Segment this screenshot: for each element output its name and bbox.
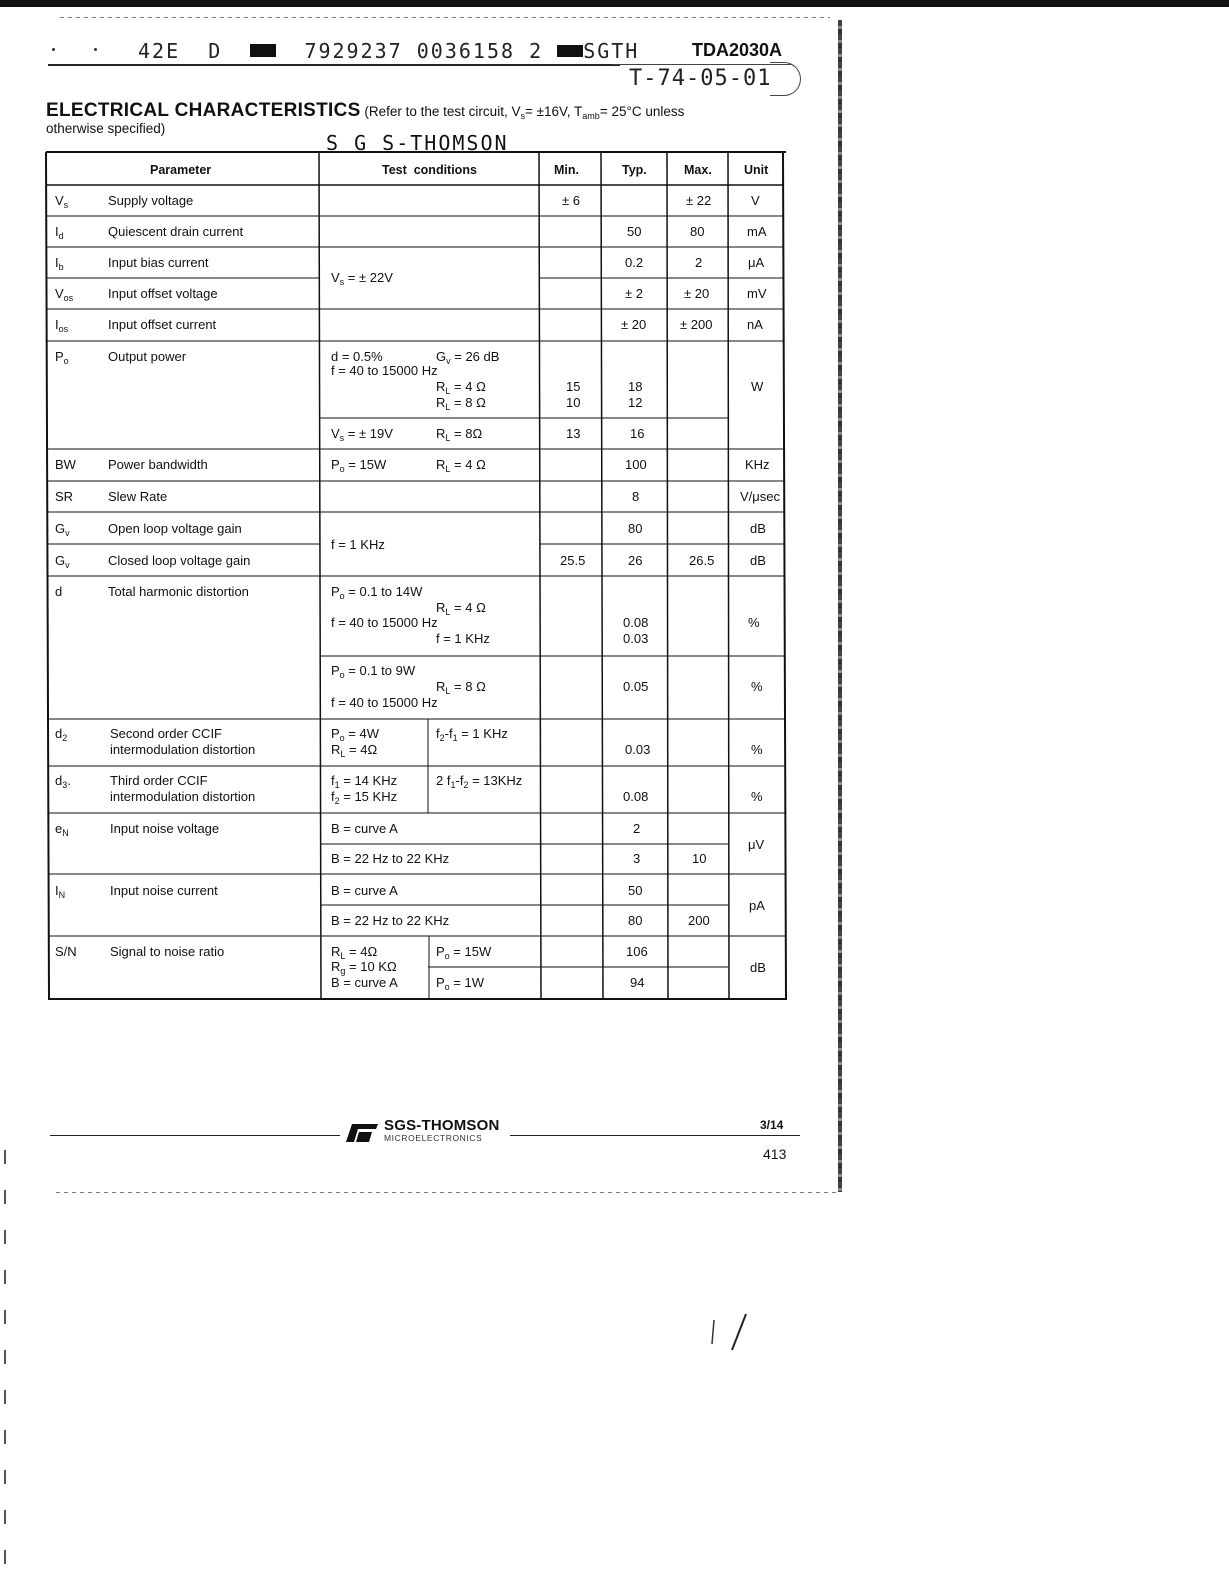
typed-stamp: S G S-THOMSON (326, 131, 509, 155)
table-cell-p-vs: Supply voltage (108, 193, 194, 208)
table-cell-cond-d2: $R_L = 4$ Ω (436, 600, 486, 617)
table-cell-u-bw: KHz (745, 457, 770, 472)
table-cell-cond-sn5: $P_o = 1W$ (436, 975, 485, 992)
table-cell-cond-po3: $R_L = 4$ Ω (436, 379, 486, 396)
table-cell-sym-po: $P_o$ (55, 349, 69, 366)
table-cell-max-id: 80 (690, 224, 705, 239)
table-cell-max-vos: ± 20 (684, 286, 710, 301)
redaction-block (557, 45, 583, 57)
table-cell-u-d2b: % (751, 742, 763, 757)
table-cell-sym-ios: $I_{os}$ (55, 317, 69, 334)
table-cell-typ-po3: 16 (630, 426, 645, 441)
table-cell-cond-po4: $R_L = 8$ Ω (436, 395, 486, 412)
table-cell-typ-sr: 8 (632, 489, 640, 504)
table-cell-typ-po: 18 12 (628, 379, 643, 410)
table-cell-p-sr: Slew Rate (108, 489, 168, 504)
table-cell-u-sr: V/μsec (740, 489, 781, 504)
table-cell-typ-gv2: 26 (628, 553, 643, 568)
header-code-c: SGTH (583, 39, 640, 63)
table-cell-cond-vs22: $V_s$ = ± 22V (331, 270, 393, 287)
table-cell-cond-gv: f = 1 KHz (331, 537, 385, 552)
table-cell-u-ib: μA (748, 255, 765, 270)
table-cell-typ-sn1: 106 (626, 944, 648, 959)
t-code: T-74-05-01 (629, 66, 772, 91)
table-cell-typ-id: 50 (627, 224, 642, 239)
header-dot (52, 48, 55, 51)
table-cell-u-id: mA (747, 224, 767, 239)
table-cell-max-ib: 2 (695, 255, 703, 270)
table-cell-cond-d3: f = 40 to 15000 Hz (331, 615, 438, 630)
table-cell-typ-d2: 0.05 (623, 679, 649, 694)
table-cell-cond-sn4: B = curve A (331, 975, 398, 990)
table-cell-p-d: Total harmonic distortion (108, 584, 249, 599)
table-cell-u-ios: nA (747, 317, 763, 332)
table-cell-cond-d7: f = 40 to 15000 Hz (331, 695, 438, 710)
scan-top-border (0, 0, 1229, 7)
table-cell-typ-d2b: 0.03 (625, 742, 651, 757)
table-cell-cond-po1b: $G_v = 26$ dB (436, 349, 500, 366)
table-cell-typ-gv1: 80 (628, 521, 643, 536)
table-cell-typ-bw: 100 (625, 457, 647, 472)
table-cell-cond-en1: B = curve A (331, 821, 398, 836)
page-reference: 3/14 (760, 1118, 784, 1132)
table-cell-u-gv1: dB (750, 521, 766, 536)
table-cell-sym-ib: $I_b$ (55, 255, 64, 272)
col-header-min: Min. (554, 163, 579, 177)
table-cell-min-po3: 13 (566, 426, 581, 441)
header-code (138, 39, 639, 63)
table-cell-min-vs: ± 6 (562, 193, 580, 208)
table-cell-cond-sn3: $R_g = 10$ KΩ (331, 959, 397, 976)
table-cell-cond-d3a: $f_1 = 14$ KHz $f_2 = 15$ KHz (331, 773, 398, 806)
table-cell-min-po: 15 10 (566, 379, 581, 410)
col-header-max: Max. (684, 163, 712, 177)
table-cell-max-gv2: 26.5 (689, 553, 715, 568)
redaction-block (250, 44, 276, 57)
table-cell-cond-d5: $P_o = 0.1$ to 9W (331, 663, 416, 680)
table-cell-p-en: Input noise voltage (110, 821, 220, 836)
table-cell-p-d3: Third order CCIF intermodulation distortion (110, 773, 256, 804)
col-header-unit: Unit (744, 163, 769, 177)
scan-right-edge (838, 20, 842, 1192)
col-header-test-conditions: Test conditions (382, 163, 477, 177)
table-cell-min-gv2: 25.5 (560, 553, 586, 568)
st-logo-icon (344, 1120, 380, 1144)
table-cell-u-gv2: dB (750, 553, 766, 568)
table-cell-sym-en: $e_N$ (55, 821, 69, 838)
table-cell-max-vs: ± 22 (686, 193, 712, 208)
table-cell-typ-d: 0.08 0.03 (623, 615, 649, 646)
table-cell-sym-gv2: $G_v$ (55, 553, 70, 570)
table-cell-cond-d3b: 2 $f_1-f_2 = 13KHz$ (436, 773, 523, 790)
header-dot (94, 48, 97, 51)
table-cell-p-in: Input noise current (110, 883, 218, 898)
table-cell-p-gv1: Open loop voltage gain (108, 521, 242, 536)
table-cell-typ-vos: ± 2 (625, 286, 643, 301)
table-cell-cond-d2b: $f_2-f_1 = 1$ KHz (436, 726, 508, 743)
table-cell-cond-in2: B = 22 Hz to 22 KHz (331, 913, 450, 928)
title-note-sub: s (520, 111, 525, 121)
scan-dash-top (60, 17, 830, 18)
table-cell-p-po: Output power (108, 349, 187, 364)
table-cell-p-vos: Input offset voltage (108, 286, 218, 301)
table-cell-max-in2: 200 (688, 913, 710, 928)
table-cell-sym-vs: $V_s$ (55, 193, 69, 210)
table-cell-cond-sn1: $R_L = 4\Omega$ (331, 944, 378, 961)
table-cell-cond-en2: B = 22 Hz to 22 KHz (331, 851, 450, 866)
table-cell-u-d: % (748, 615, 760, 630)
pen-mark (710, 1310, 760, 1360)
table-cell-sym-bw: BW (55, 457, 76, 472)
title-note: (Refer to the test circuit, V (364, 104, 521, 119)
table-cell-sym-sr: SR (55, 489, 74, 504)
table-cell-typ-in1: 50 (628, 883, 643, 898)
header-rule (612, 64, 792, 65)
scan-left-edge (4, 1150, 6, 1584)
table-cell-u-d2: % (751, 679, 763, 694)
table-cell-cond-po1: d = 0.5% (331, 349, 383, 364)
table-cell-u-sn: dB (750, 960, 766, 975)
footer-rule-left (50, 1135, 340, 1136)
table-cell-sym-sn: S/N (55, 944, 77, 959)
table-cell-cond-d1: $P_o = 0.1$ to 14W (331, 584, 423, 601)
title-note: otherwise specified) (46, 121, 166, 136)
t-code-bracket (770, 62, 801, 96)
scan-dash-bottom (56, 1192, 836, 1193)
table-cell-cond-in1: B = curve A (331, 883, 398, 898)
table-cell-p-id: Quiescent drain current (108, 224, 244, 239)
table-cell-typ-in2: 80 (628, 913, 643, 928)
table-cell-p-sn: Signal to noise ratio (110, 944, 225, 959)
logo-brand: SGS-THOMSON (384, 1117, 500, 1134)
table-cell-max-ios: ± 200 (680, 317, 713, 332)
table-cell-sym-id: $I_d$ (55, 224, 64, 241)
title-note: = ±16V, T (524, 104, 583, 119)
title-note: = 25°C unless (599, 104, 685, 119)
table-cell-sym-d3: $d_3$. (55, 773, 71, 790)
table-cell-sym-vos: $V_{os}$ (55, 286, 74, 303)
table-cell-u-en: μV (748, 837, 765, 852)
table-cell-p-bw: Power bandwidth (108, 457, 208, 472)
page-number: 413 (763, 1146, 787, 1162)
table-cell-sym-d2: $d_2$ (55, 726, 68, 743)
table-cell-typ-ib: 0.2 (625, 255, 644, 270)
table-cell-typ-en1: 2 (633, 821, 641, 836)
table-cell-u-po: W (751, 379, 764, 394)
table-cell-typ-sn2: 94 (630, 975, 645, 990)
sgs-thomson-logo (340, 1117, 510, 1147)
table-cell-u-d3: % (751, 789, 763, 804)
col-header-parameter: Parameter (150, 163, 212, 177)
table-cell-cond-po6: $R_L = 8\Omega$ (436, 426, 483, 443)
table-cell-cond-d2a: $P_o = 4W$ $R_L = 4\Omega$ (331, 726, 380, 759)
header-code-a: 42E D (138, 39, 223, 63)
table-cell-u-vos: mV (747, 286, 767, 301)
table-cell-typ-ios: ± 20 (621, 317, 647, 332)
table-cell-cond-d6: $R_L = 8$ Ω (436, 679, 486, 696)
col-header-typ: Typ. (622, 163, 647, 177)
table-cell-p-ib: Input bias current (108, 255, 209, 270)
part-number: TDA2030A (692, 40, 783, 60)
table-cell-max-en2: 10 (692, 851, 707, 866)
header-rule (48, 64, 620, 66)
table-cell-u-in: pA (749, 898, 765, 913)
table-cell-cond-bw: $P_o = 15W$ (331, 457, 387, 474)
table-cell-cond-d4: f = 1 KHz (436, 631, 490, 646)
footer-rule-right (510, 1135, 800, 1136)
table-cell-u-vs: V (751, 193, 760, 208)
table-cell-cond-po2: f = 40 to 15000 Hz (331, 363, 438, 378)
header-code-b: 7929237 0036158 2 (304, 39, 544, 63)
table-cell-p-d2: Second order CCIF intermodulation distortion (110, 726, 256, 757)
title-note-sub: amb (582, 111, 600, 121)
table-cell-p-ios: Input offset current (108, 317, 217, 332)
table-cell-sym-in: $I_N$ (55, 883, 66, 900)
table-cell-p-gv2: Closed loop voltage gain (108, 553, 251, 568)
logo-subtitle: MICROELECTRONICS (384, 1133, 483, 1143)
table-cell-typ-en2: 3 (633, 851, 641, 866)
section-title-main: ELECTRICAL CHARACTERISTICS (46, 100, 361, 121)
table-cell-sym-gv1: $G_v$ (55, 521, 70, 538)
table-cell-cond-sn2: $P_o = 15W$ (436, 944, 492, 961)
table-cell-cond-bw2: $R_L = 4$ Ω (436, 457, 486, 474)
table-cell-cond-po5: $V_s$ = ± 19V (331, 426, 393, 443)
table-cell-sym-d: d (55, 584, 63, 599)
table-cell-typ-d3: 0.08 (623, 789, 649, 804)
